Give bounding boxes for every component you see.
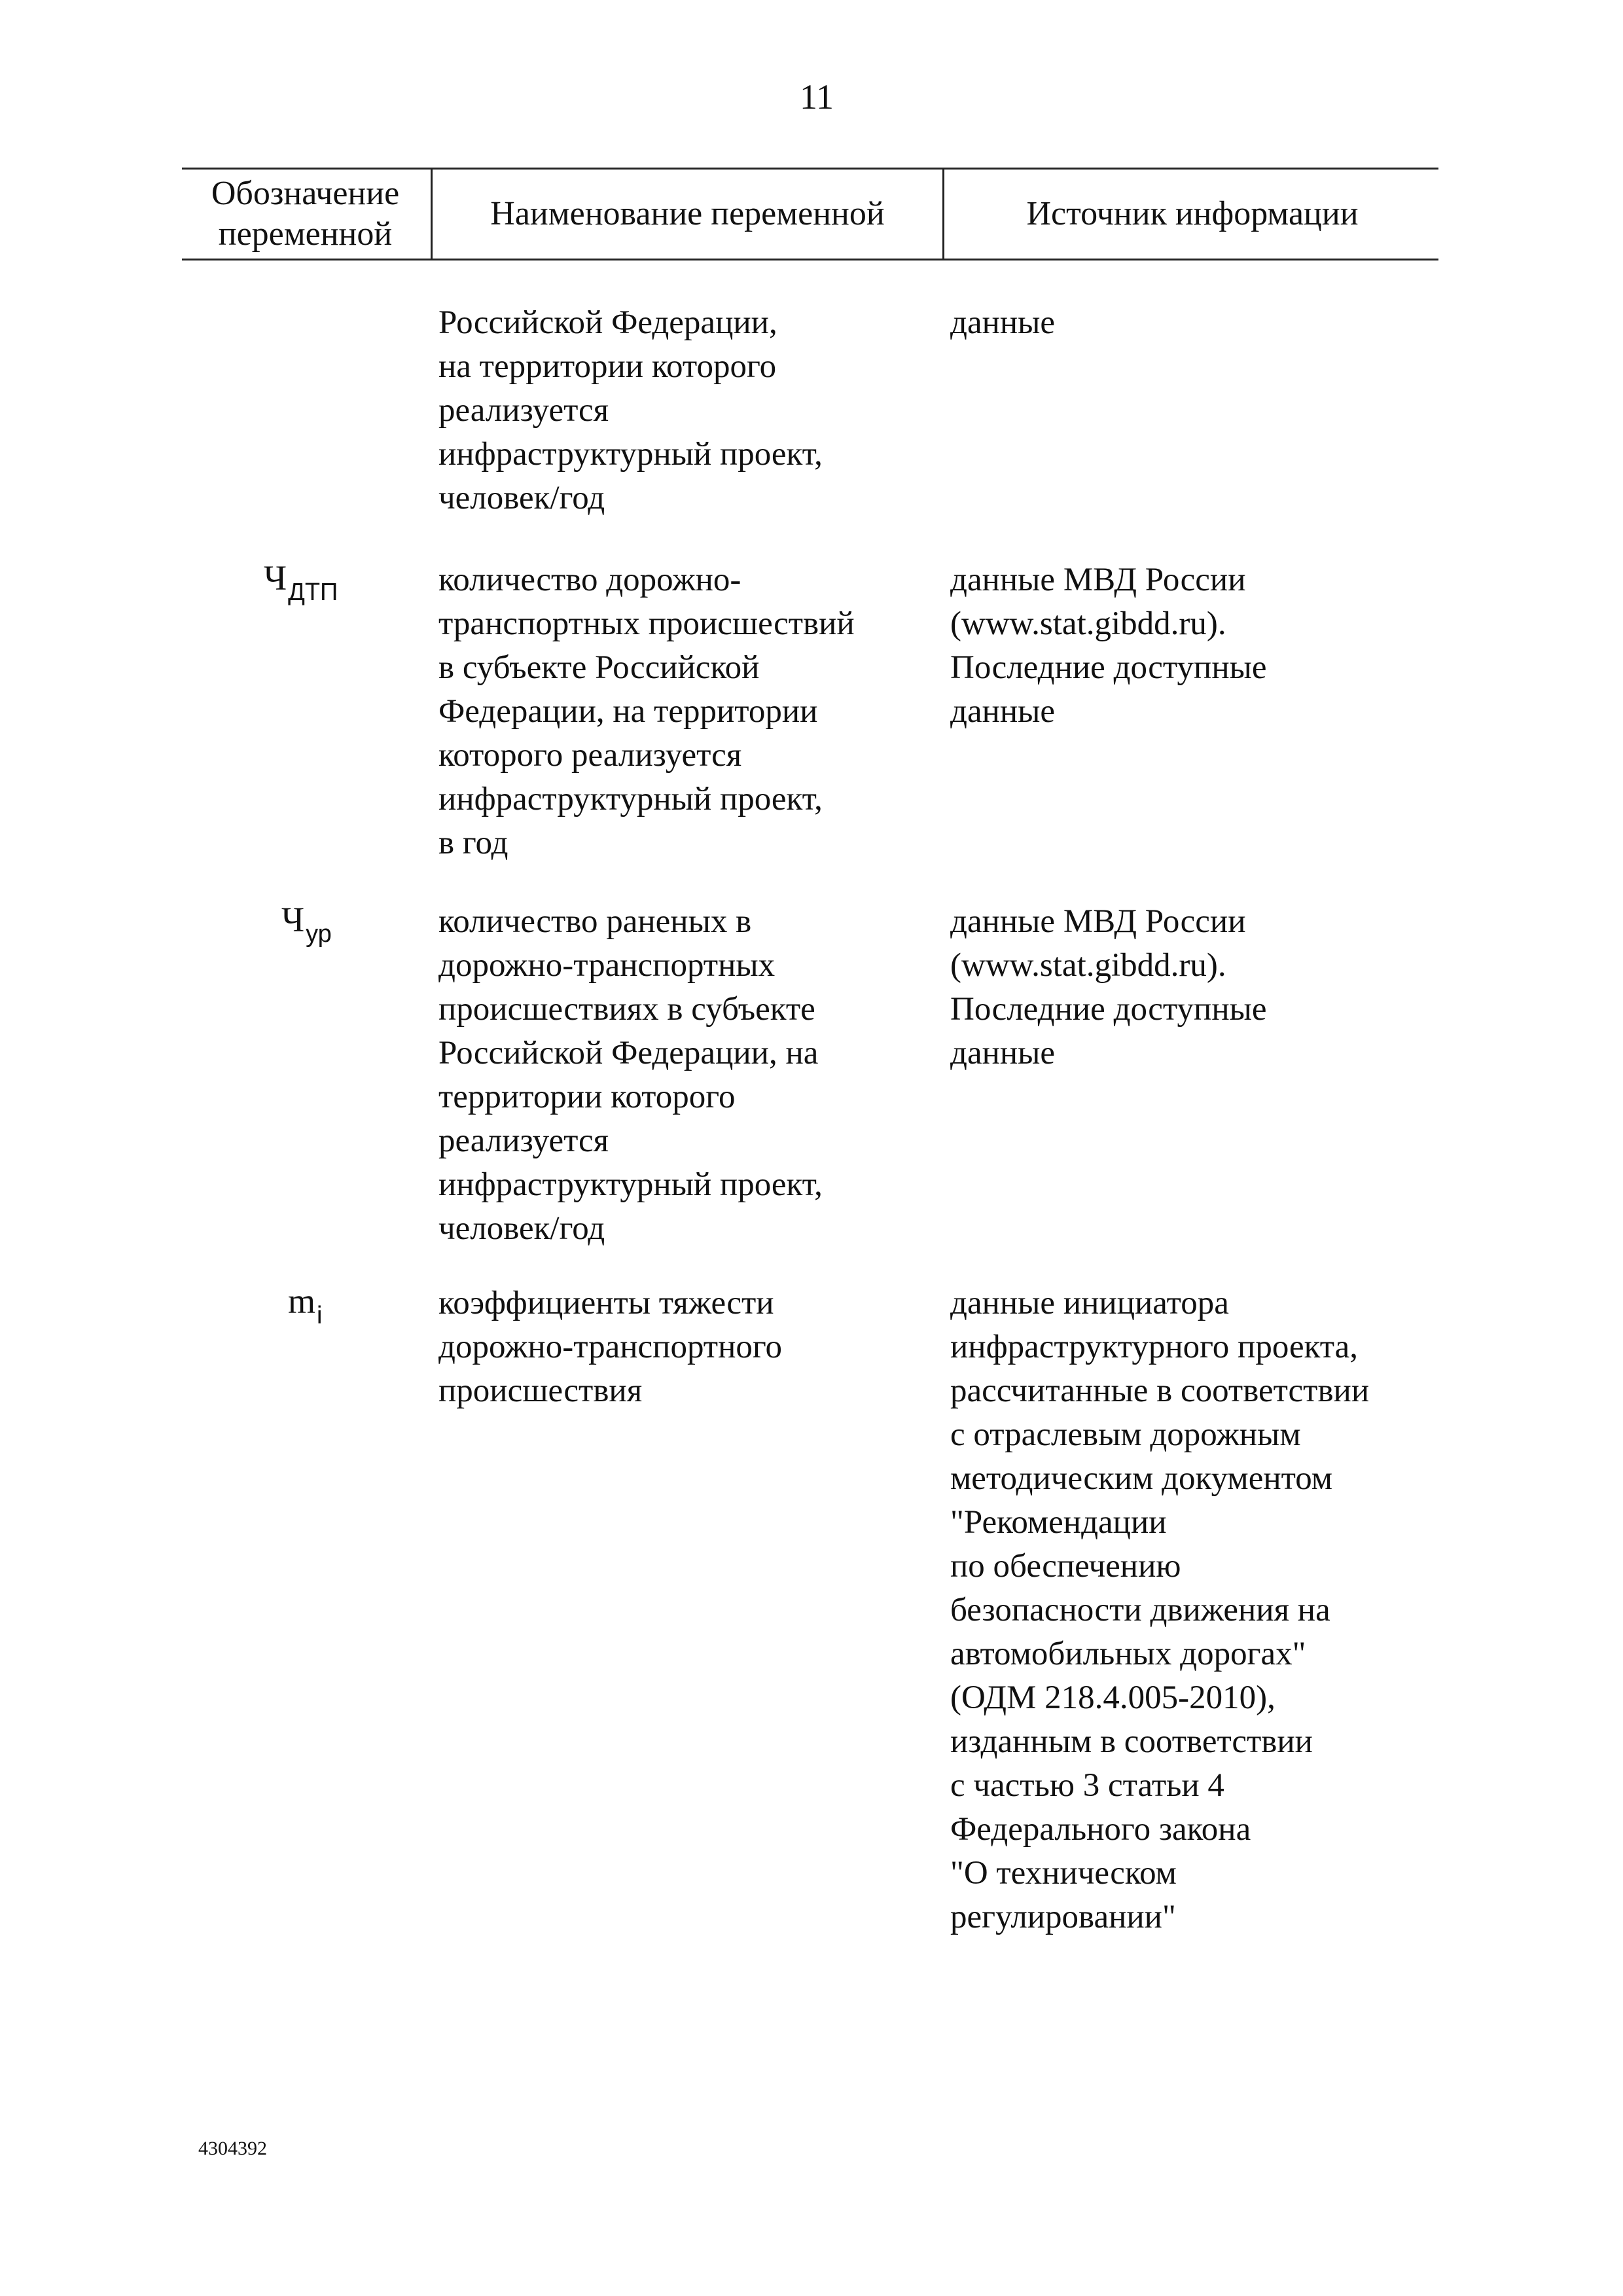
row-0-source: данные [950, 304, 1056, 341]
row-2-symbol [281, 900, 332, 954]
row-3-name: коэффициенты тяжести дорожно-транспортного происшествия [438, 1285, 783, 1409]
document-code: 4304392 [198, 2138, 267, 2159]
header-name [431, 170, 942, 259]
row-3-symbol-main: m [288, 1282, 316, 1321]
row-1-symbol [264, 558, 338, 612]
row-0-name: Российской Федерации, на территории которого реализуется инфраструктурный проект, человек/год [438, 304, 823, 516]
page-number: 11 [800, 77, 834, 117]
row-1-name: количество дорожно- транспортных происшествий в субъекте Российской Федерации, на территории которого реализуется инфраструктурный проект, в год [438, 562, 855, 861]
row-3-source: данные инициатора инфраструктурного проекта, рассчитанные в соответствии с отраслевым дорожным методическим документом "Рекомендации по обеспечению безопасности движения на автомобильных дорогах" (ОДМ 218.4.005-2010), изданным в соответствии с частью 3 статьи 4 Федерального закона "О техническом регулировании" [950, 1285, 1370, 1935]
header-designation-label: Обозначение переменной [211, 175, 400, 253]
row-2-symbol-sub: ур [306, 920, 332, 948]
header-designation [182, 170, 429, 259]
header-source-label: Источник информации [1026, 195, 1359, 232]
table-header [182, 168, 1438, 260]
row-2-symbol-main: Ч [281, 900, 305, 939]
row-1-symbol-sub: ДТП [288, 579, 338, 606]
row-2-name: количество раненых в дорожно-транспортных происшествиях в субъекте Российской Федерации, на территории которого реализуется инфраструктурный проект, человек/год [438, 903, 823, 1247]
row-3-symbol-sub: i [317, 1302, 323, 1329]
row-2-source: данные МВД России (www.stat.gibdd.ru). Последние доступные данные [950, 903, 1267, 1071]
header-name-label: Наименование переменной [490, 195, 885, 232]
row-1-symbol-main: Ч [264, 558, 287, 598]
header-source [942, 170, 1440, 259]
row-3-symbol [288, 1282, 322, 1335]
row-1-source: данные МВД России (www.stat.gibdd.ru). Последние доступные данные [950, 562, 1267, 730]
